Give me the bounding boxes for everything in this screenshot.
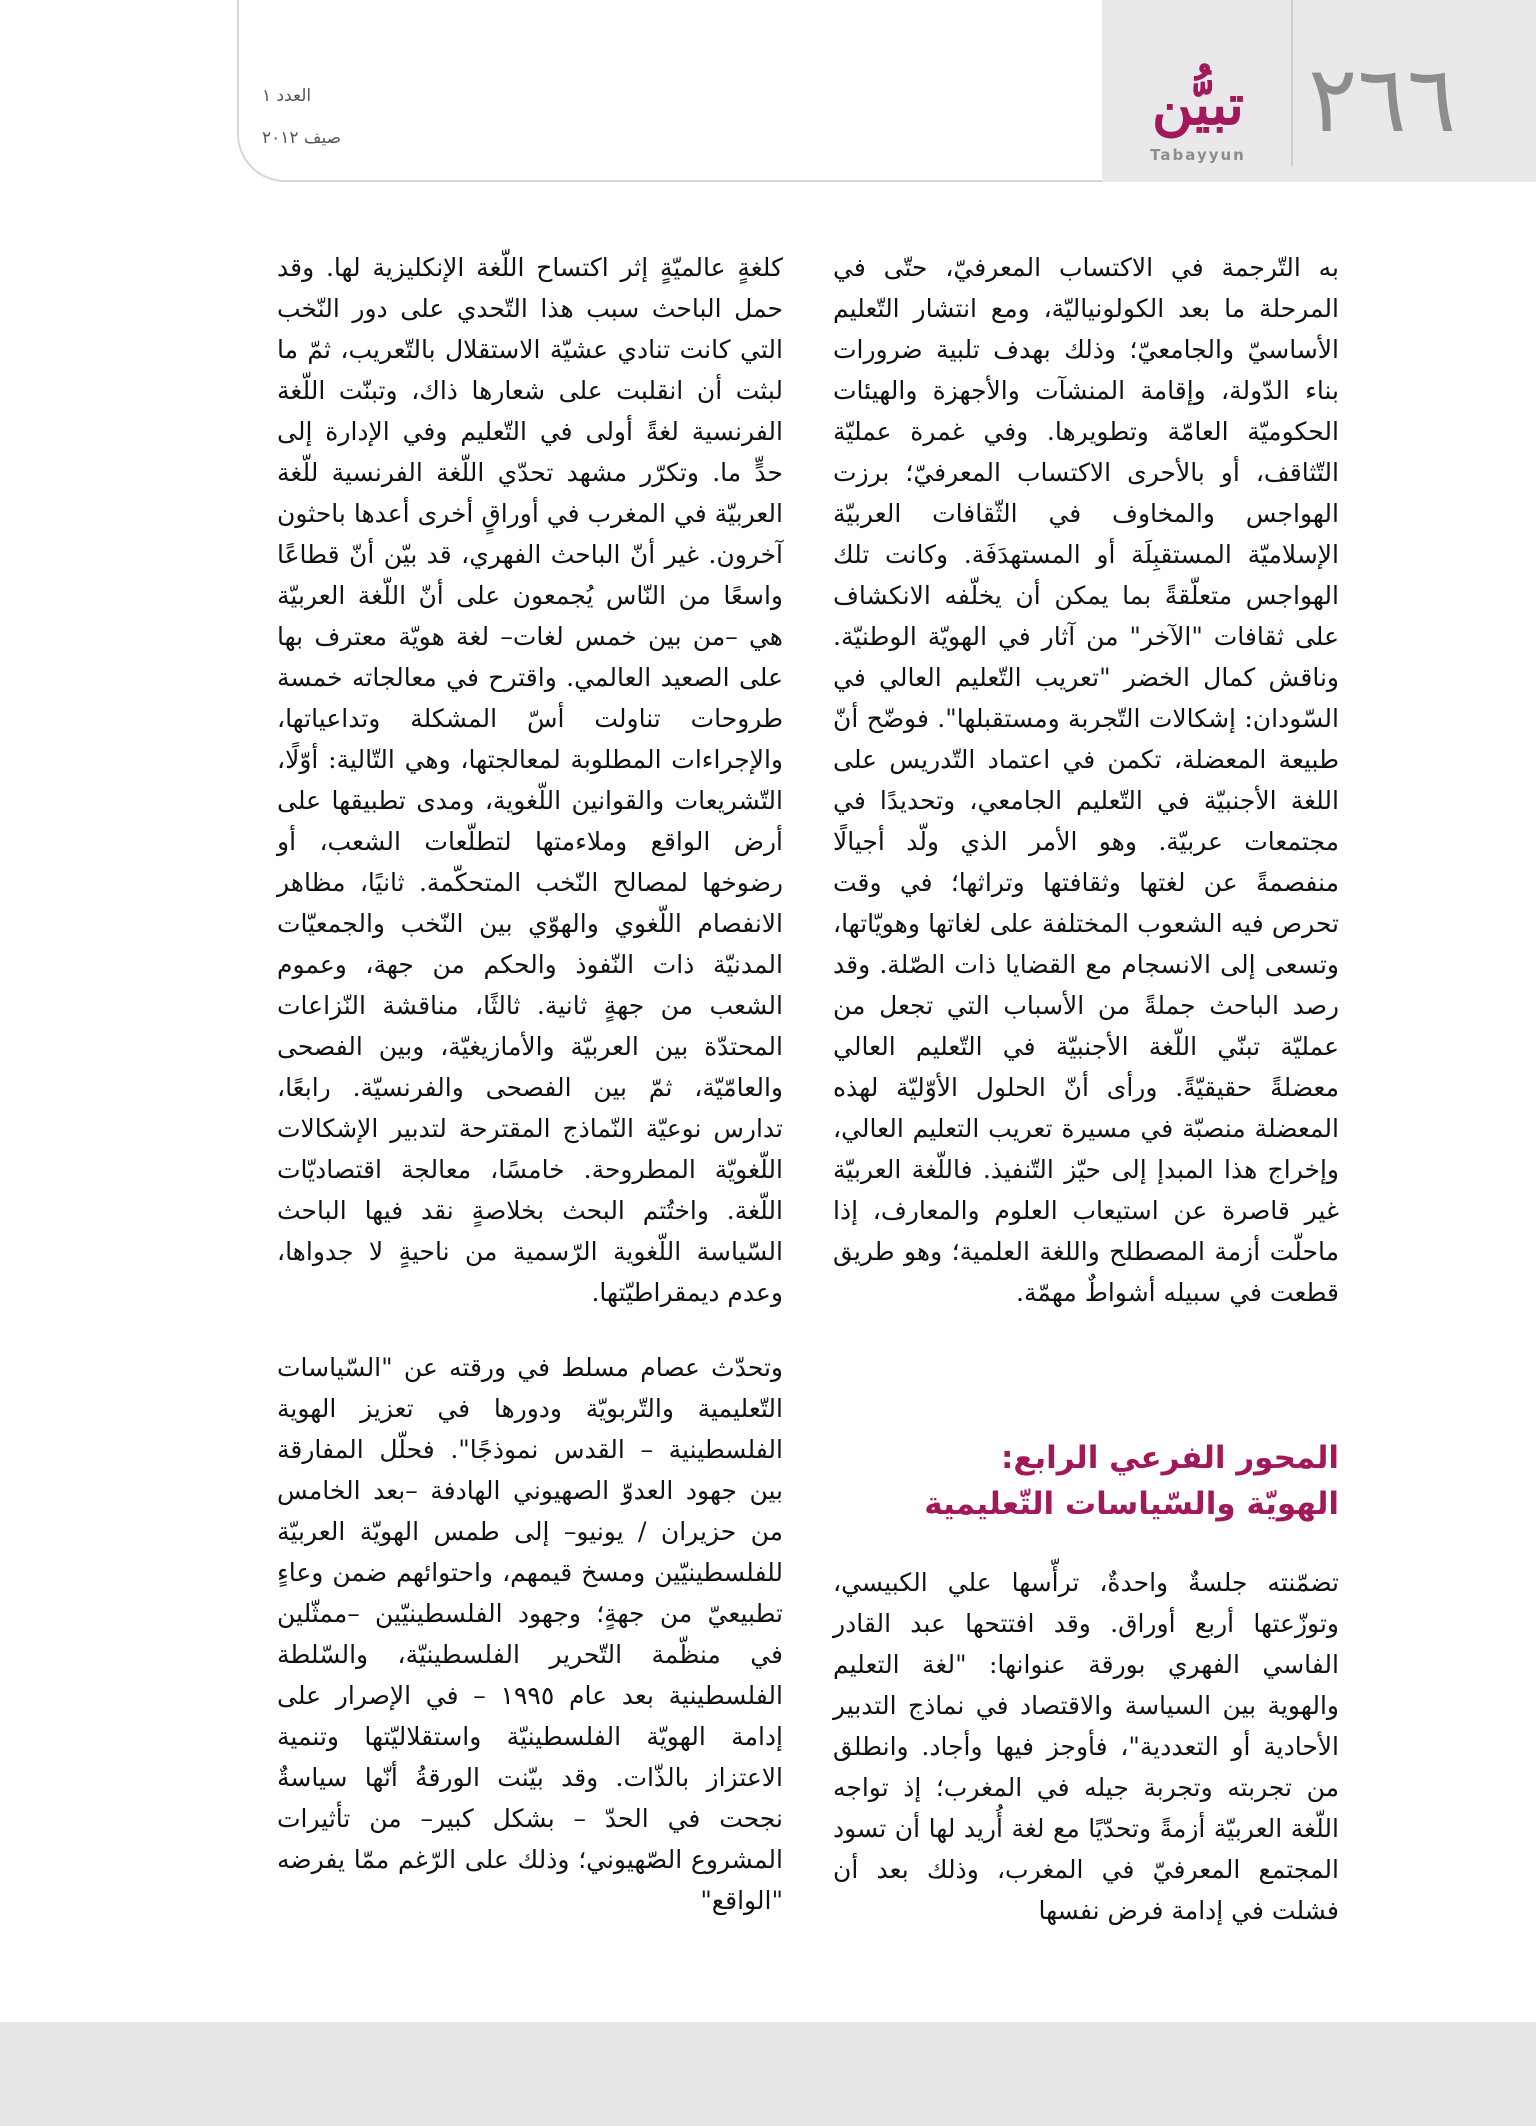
section-heading	[790, 1435, 1339, 1527]
page-number: ٢٦٦	[1308, 46, 1457, 153]
issue-label: العدد ١	[262, 86, 312, 106]
logo-latin-text: Tabayyun	[1150, 146, 1246, 164]
left-column	[277, 247, 783, 1921]
right-column-top	[833, 247, 1339, 1313]
body-paragraph: به التّرجمة في الاكتساب المعرفيّ، حتّى في المرحلة ما بعد الكولونياليّة، ومع انتشار التّعليم الأساسيّ والجامعيّ؛ وذلك بهدف تلبية ضرورات بناء الدّولة، وإقامة المنشآت والأجهزة والهيئات الحكوميّة العامّة وتطويرها. وفي غمرة عمليّة التّثاقف، أو بالأحرى الاكتساب المعرفيّ؛ برزت الهواجس والمخاوف في الثّقافات العربيّة الإسلاميّة المستقبِلَة أو المستهدَفَة. وكانت تلك الهواجس متعلّقةً بما يمكن أن يخلّفه الانكشاف على ثقافات "الآخر" من آثار في الهويّة الوطنيّة. وناقش كمال الخضر "تعريب التّعليم العالي في السّودان: إشكالات التّجربة ومستقبلها". فوضّح أنّ طبيعة المعضلة، تكمن في اعتماد التّدريس على اللغة الأجنبيّة في التّعليم الجامعي، وتحديدًا في مجتمعات عربيّة. وهو الأمر الذي ولّد أجيالًا منفصمةً عن لغتها وثقافتها وتراثها؛ في وقت تحرص فيه الشعوب المختلفة على لغاتها وهويّاتها، وتسعى إلى الانسجام مع القضايا ذات الصّلة. وقد رصد الباحث جملةً من الأسباب التي تجعل من عمليّة تبنّي اللّغة الأجنبيّة في التّعليم العالي معضلةً حقيقيّةً. ورأى أنّ الحلول الأوّليّة لهذه المعضلة منصبّة في مسيرة تعريب التعليم العالي، وإخراج هذا المبدإ إلى حيّز التّنفيذ. فاللّغة العربيّة غير قاصرة عن استيعاب العلوم والمعارف، إذا ماحلّت أزمة المصطلح واللغة العلمية؛ وهو طريق قطعت في سبيله أشواطٌ مهمّة.	[833, 253, 1339, 1307]
body-paragraph: تضمّنته جلسةٌ واحدةٌ، ترأّسها علي الكبيسي، وتوزّعتها أربع أوراق. وقد افتتحها عبد القادر الفاسي الفهري بورقة عنوانها: "لغة التعليم والهوية بين السياسة والاقتصاد في نماذج التدبير الأحادية أو التعددية"، فأوجز فيها وأجاد. وانطلق من تجربته وتجربة جيله في المغرب؛ إذ تواجه اللّغة العربيّة أزمةً وتحدّيًا مع لغة أُريد لها أن تسود المجتمع المعرفيّ في المغرب، وذلك بعد أن فشلت في إدامة فرض نفسها	[833, 1568, 1339, 1925]
section-heading-line1: المحور الفرعي الرابع:	[1000, 1440, 1339, 1476]
right-column-bottom	[833, 1562, 1339, 1931]
logo-arabic-text: تبيُّن	[1151, 72, 1244, 138]
header-divider	[1291, 0, 1293, 166]
body-paragraph: كلغةٍ عالميّةٍ إثر اكتساح اللّغة الإنكليزية لها. وقد حمل الباحث سبب هذا التّحدي على دور النّخب التي كانت تنادي عشيّة الاستقلال بالتّعريب، ثمّ ما لبثت أن انقلبت على شعارها ذاك، وتبنّت اللّغة الفرنسية لغةً أولى في التّعليم وفي الإدارة إلى حدٍّ ما. وتكرّر مشهد تحدّي اللّغة الفرنسية للّغة العربيّة في المغرب في أوراقٍ أخرى أعدها باحثون آخرون. غير أنّ الباحث الفهري، قد بيّن أنّ قطاعًا واسعًا من النّاس يُجمعون على أنّ اللّغة العربيّة هي –من بين خمس لغات– لغة هويّة معترف بها على الصعيد العالمي. واقترح في معالجاته خمسة طروحات تناولت أسّ المشكلة وتداعياتها، والإجراءات المطلوبة لمعالجتها، وهي التّالية: أوّلًا، التّشريعات والقوانين اللّغوية، ومدى تطبيقها على أرض الواقع وملاءمتها لتطلّعات الشعب، أو رضوخها لمصالح النّخب المتحكّمة. ثانيًا، مظاهر الانفصام اللّغوي والهوّي بين النّخب والجمعيّات المدنيّة ذات النّفوذ والحكم من جهة، وعموم الشعب من جهةٍ ثانية. ثالثًا، مناقشة النّزاعات المحتدّة بين العربيّة والأمازيغيّة، وبين الفصحى والعامّيّة، ثمّ بين الفصحى والفرنسيّة. رابعًا، تدارس نوعيّة النّماذج المقترحة لتدبير الإشكالات اللّغويّة المطروحة. خامسًا، معالجة اقتصاديّات اللّغة. واختُتم البحث بخلاصةٍ نقد فيها الباحث السّياسة اللّغوية الرّسمية من ناحيةٍ لا جدواها، وعدم ديمقراطيّتها.	[277, 253, 783, 1307]
season-label: صيف ٢٠١٢	[262, 128, 342, 148]
body-paragraph: وتحدّث عصام مسلط في ورقته عن "السّياسات التّعليمية والتّربويّة ودورها في تعزيز الهوية الفلسطينية – القدس نموذجًا". فحلّل المفارقة بين جهود العدوّ الصهيوني الهادفة –بعد الخامس من حزيران / يونيو– إلى طمس الهويّة العربيّة للفلسطينيّين ومسخ قيمهم، واحتوائهم ضمن وعاءٍ تطبيعيّ من جهةٍ؛ وجهود الفلسطينيّين –ممثّلين في منظّمة التّحرير الفلسطينيّة، والسّلطة الفلسطينية بعد عام ١٩٩٥ – في الإصرار على إدامة الهويّة الفلسطينيّة واستقلاليّتها وتنمية الاعتزاز بالذّات. وقد بيّنت الورقةُ أنّها سياسةٌ نجحت في الحدّ – بشكل كبير– من تأثيرات المشروع الصّهيوني؛ وذلك على الرّغم ممّا يفرضه "الواقع"	[277, 1353, 783, 1915]
tabayyun-logo	[1118, 70, 1278, 170]
footer-band	[0, 2022, 1536, 2126]
section-heading-line2: الهويّة والسّياسات التّعليمية	[924, 1486, 1339, 1522]
